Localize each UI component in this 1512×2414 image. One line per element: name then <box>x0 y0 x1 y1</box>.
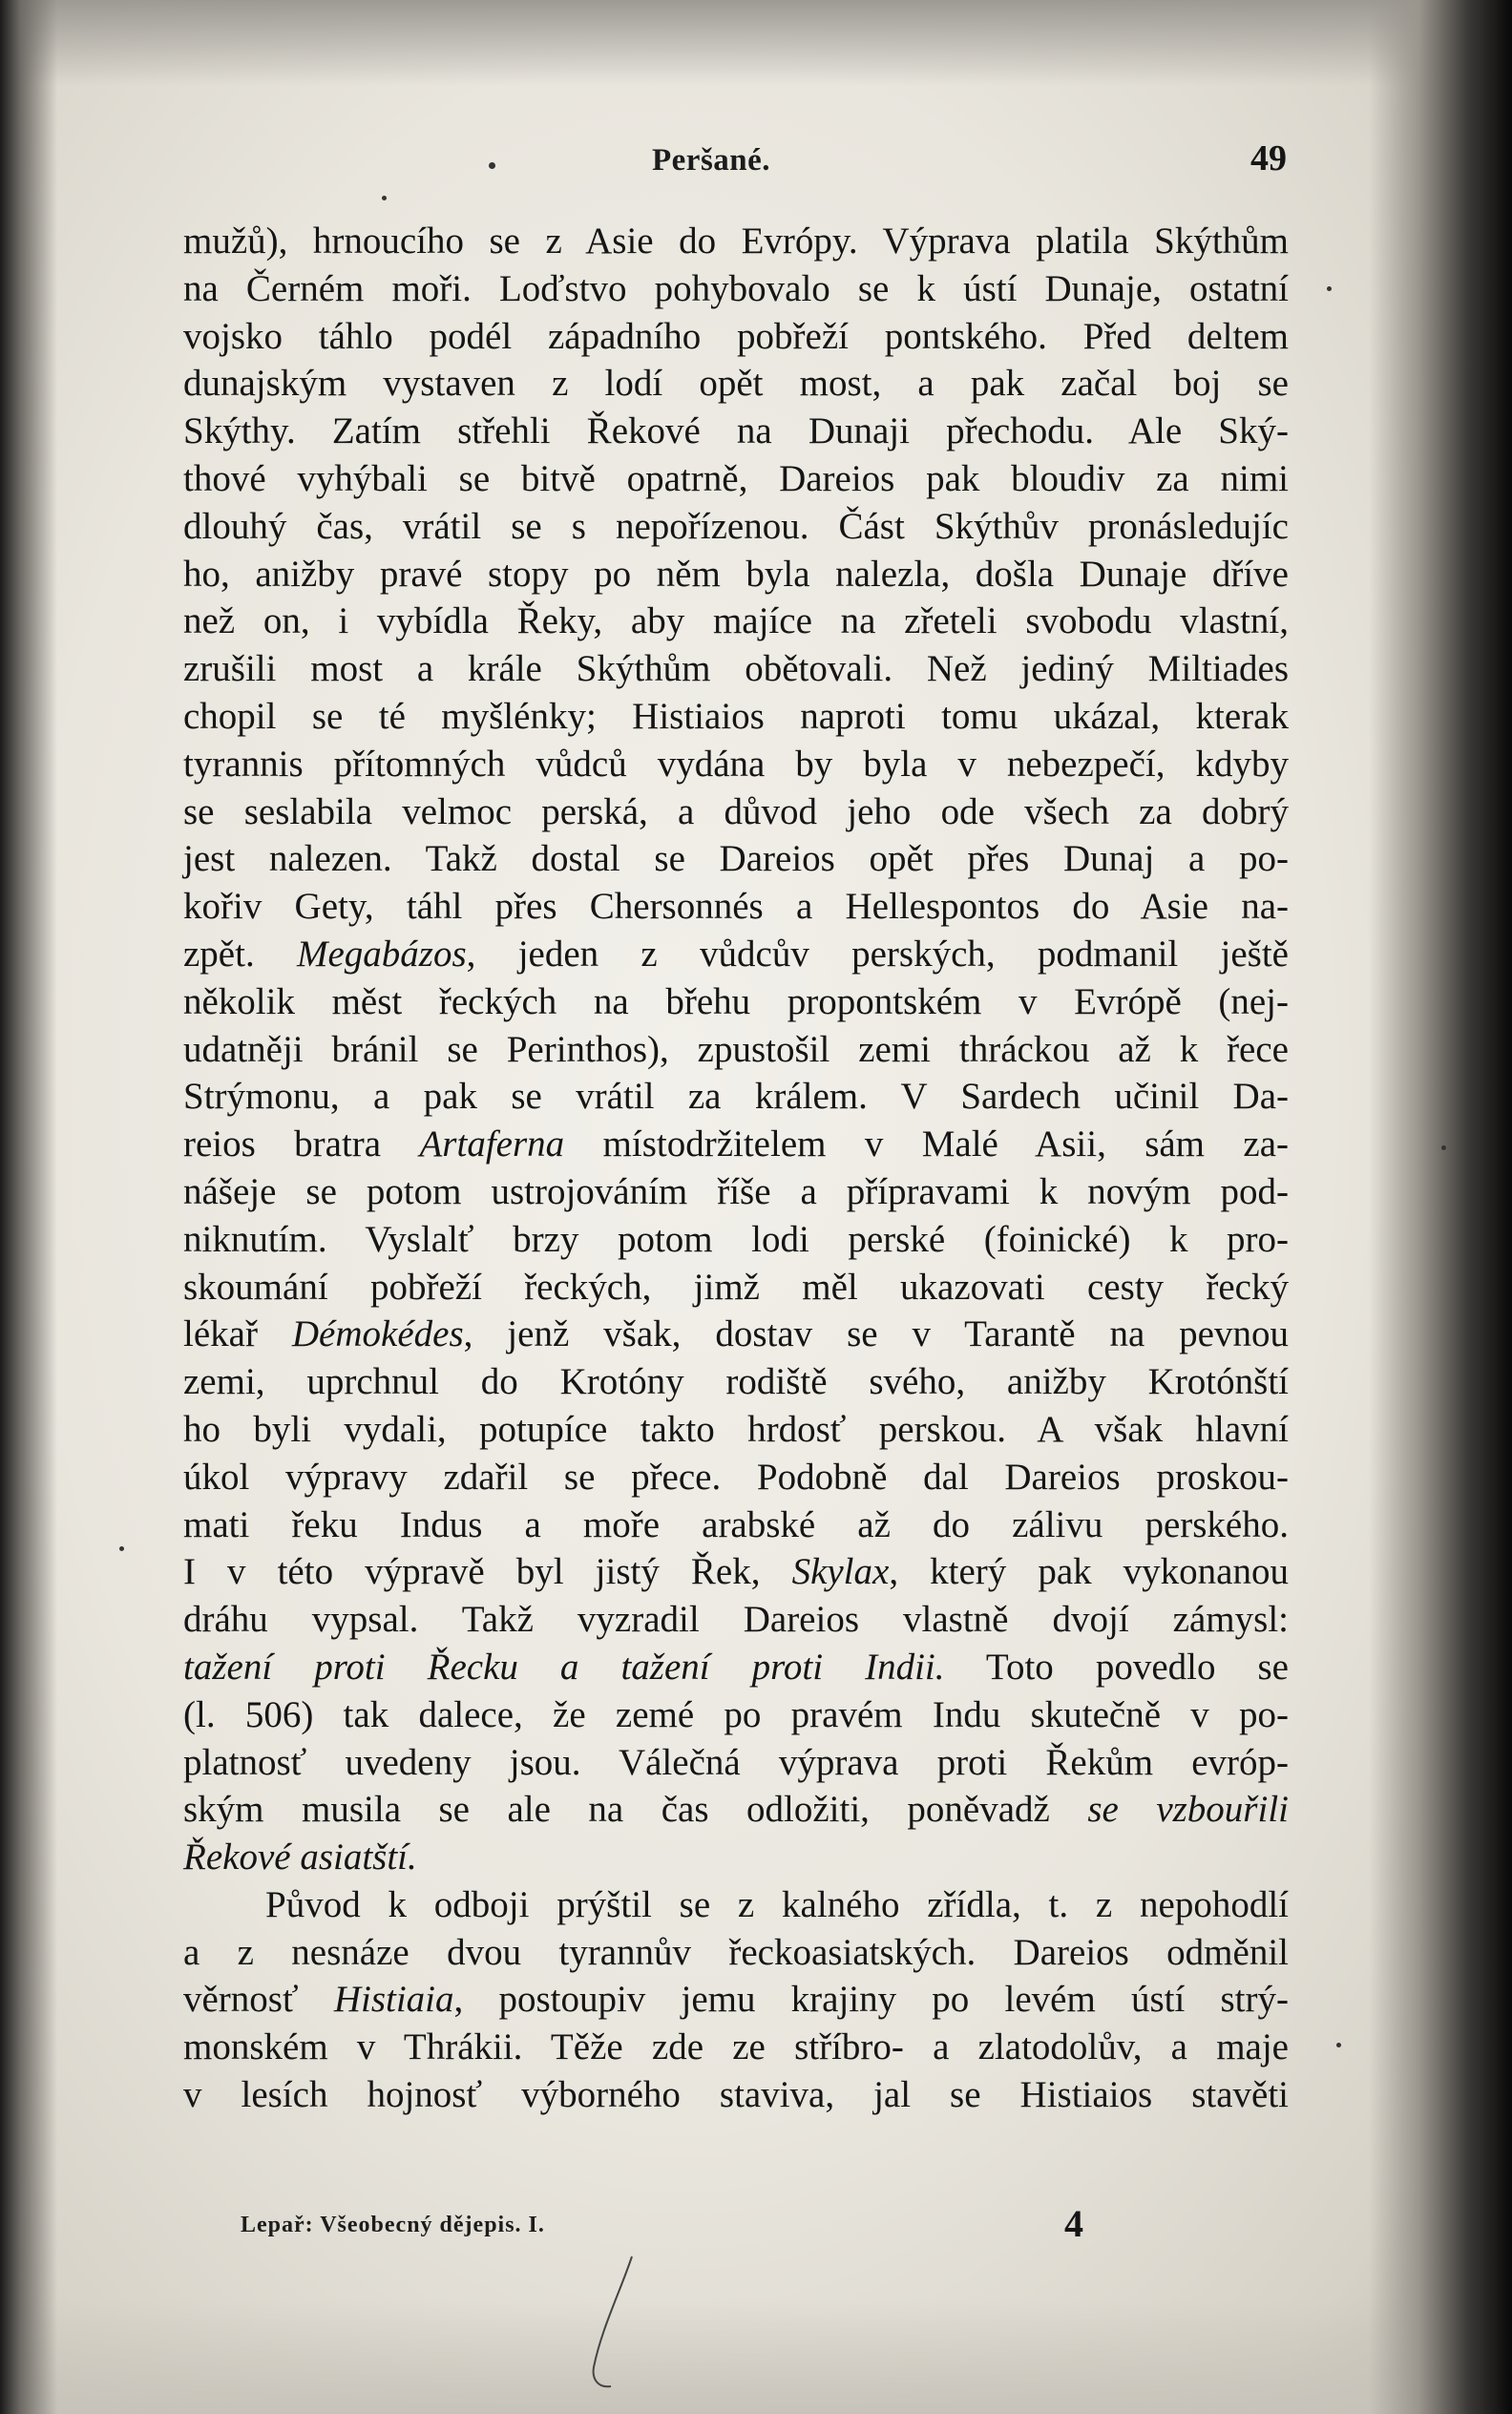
text-line: mužů), hrnoucího se z Asie do Evrópy. Výprava platila Skýthům <box>183 220 1289 262</box>
text-line <box>183 1786 1289 1834</box>
text-line: zemi, uprchnul do Krotóny rodiště svého, anižby Krotónští <box>183 1361 1289 1403</box>
text-run: , jeden z vůdcův perských, podmanil ještě <box>466 933 1289 975</box>
text-run: , postoupiv jemu krajiny po levém ústí strý- <box>453 1979 1289 2021</box>
scan-shadow-right <box>1369 0 1512 2414</box>
dust-speck <box>1441 1145 1446 1150</box>
text-line: na Černém moři. Loďstvo pohybovalo se k ústí Dunaje, ostatní <box>183 267 1289 309</box>
running-head: Peršané. <box>652 143 771 178</box>
text-line: tyrannis přítomných vůdců vydána by byla v nebezpečí, kdyby <box>183 743 1289 785</box>
text-line <box>183 1311 1289 1358</box>
text-line: skoumání pobřeží řeckých, jimž měl ukazovati cesty řecký <box>183 1266 1289 1308</box>
text-line: Strýmonu, a pak se vrátil za králem. V Sardech učinil Da- <box>183 1076 1289 1118</box>
text-line: platnosť uvedeny jsou. Válečná výprava proti Řekům evróp- <box>183 1741 1289 1783</box>
dust-speck <box>1336 2043 1341 2047</box>
text-line: Původ k odboji prýštil se z kalného zřídla, t. z nepohodlí <box>265 1883 1289 1925</box>
dust-speck <box>1327 286 1332 291</box>
text-run: Toto povedlo se <box>944 1646 1289 1688</box>
text-run: věrnosť <box>183 1979 334 2021</box>
text-line: niknutím. Vyslalť brzy potom lodi perské (foinické) k pro- <box>183 1218 1289 1260</box>
text-line: než on, i vybídla Řeky, aby majíce na zřeteli svobodu vlastní, <box>183 600 1289 642</box>
text-line <box>183 931 1289 978</box>
text-run: místodržitelem v Malé Asii, sám za- <box>564 1123 1289 1165</box>
italic-name: tažení proti Řecku a tažení proti Indii. <box>183 1646 945 1688</box>
text-run: I v této výpravě byl jistý Řek, <box>183 1551 792 1593</box>
text-line: jest nalezen. Takž dostal se Dareios opět přes Dunaj a po- <box>183 838 1289 880</box>
text-run: , jenž však, dostav se v Tarantě na pevnou <box>463 1313 1289 1355</box>
italic-name: se vzbouřili <box>1087 1789 1289 1831</box>
text-run: zpět. <box>183 933 297 975</box>
dust-speck <box>489 162 495 169</box>
text-run: reios bratra <box>183 1123 420 1165</box>
text-line: vojsko táhlo podél západního pobřeží pontského. Před deltem <box>183 315 1289 357</box>
text-run: lékař <box>183 1313 292 1355</box>
text-line: ho, anižby pravé stopy po něm byla nalezla, došla Dunaje dříve <box>183 553 1289 595</box>
scan-shadow-left <box>0 0 57 2414</box>
text-line: mati řeku Indus a moře arabské až do zálivu perského. <box>183 1503 1289 1545</box>
text-line: a z nesnáze dvou tyrannův řeckoasiatských. Dareios odměnil <box>183 1931 1289 1973</box>
text-line: zrušili most a krále Skýthům obětovali. Než jediný Miltiades <box>183 648 1289 690</box>
italic-name: Démokédes <box>291 1313 464 1355</box>
scan-shadow-bottom <box>0 2299 1512 2414</box>
text-line <box>183 1548 1289 1596</box>
text-line <box>183 1976 1289 2024</box>
italic-name: Řekové asiatští. <box>183 1837 417 1879</box>
text-line: dlouhý čas, vrátil se s nepořízenou. Část Skýthův pronásledujíc <box>183 505 1289 547</box>
text-line: thové vyhýbali se bitvě opatrně, Dareios pak bloudiv za nimi <box>183 457 1289 499</box>
footer-imprint: Lepař: Všeobecný dějepis. I. <box>241 2213 545 2237</box>
text-run: ským musila se ale na čas odložiti, poněvadž <box>183 1789 1088 1831</box>
text-line: v lesích hojnosť výborného staviva, jal se Histiaios stavěti <box>183 2074 1289 2116</box>
text-line: dráhu vypsal. Takž vyzradil Dareios vlastně dvojí zámysl: <box>183 1599 1289 1641</box>
text-line: udatněji bránil se Perinthos), zpustošil zemi thráckou až k řece <box>183 1028 1289 1070</box>
text-line: nášeje se potom ustrojováním říše a přípravami k novým pod- <box>183 1170 1289 1212</box>
text-line: několik měst řeckých na břehu propontském v Evrópě (nej- <box>183 980 1289 1022</box>
italic-name: Histiaia <box>333 1979 454 2021</box>
pencil-stroke-mark <box>573 2253 649 2396</box>
text-line: úkol výpravy zdařil se přece. Podobně dal Dareios proskou- <box>183 1456 1289 1498</box>
scan-shadow-top <box>0 0 1512 86</box>
italic-name: Megabázos <box>297 933 467 975</box>
text-line: monském v Thrákii. Těže zde ze stříbro- a zlatodolův, a maje <box>183 2026 1289 2068</box>
text-line <box>183 1121 1289 1168</box>
text-run: , který pak vykonanou <box>889 1551 1289 1593</box>
text-line: se seslabila velmoc perská, a důvod jeho ode všech za dobrý <box>183 790 1289 832</box>
text-line <box>183 1834 1289 1881</box>
italic-name: Artaferna <box>419 1123 565 1165</box>
body-text <box>183 218 1289 2119</box>
dust-speck <box>382 196 387 200</box>
text-line: Skýthy. Zatím střehli Řekové na Dunaji přechodu. Ale Ský- <box>183 410 1289 452</box>
text-line: (l. 506) tak dalece, že zemé po pravém Indu skutečně v po- <box>183 1693 1289 1735</box>
text-line: dunajským vystaven z lodí opět most, a pak začal boj se <box>183 363 1289 405</box>
text-line: ho byli vydali, potupíce takto hrdosť perskou. A však hlavní <box>183 1408 1289 1450</box>
signature-mark: 4 <box>1064 2202 1083 2245</box>
text-line <box>183 1644 1289 1691</box>
page-number: 49 <box>1250 138 1287 178</box>
italic-name: Skylax <box>791 1551 890 1593</box>
text-line: kořiv Gety, táhl přes Chersonnés a Hellespontos do Asie na- <box>183 886 1289 928</box>
text-line: chopil se té myšlénky; Histiaios naproti tomu ukázal, kterak <box>183 695 1289 737</box>
dust-speck <box>119 1546 124 1551</box>
